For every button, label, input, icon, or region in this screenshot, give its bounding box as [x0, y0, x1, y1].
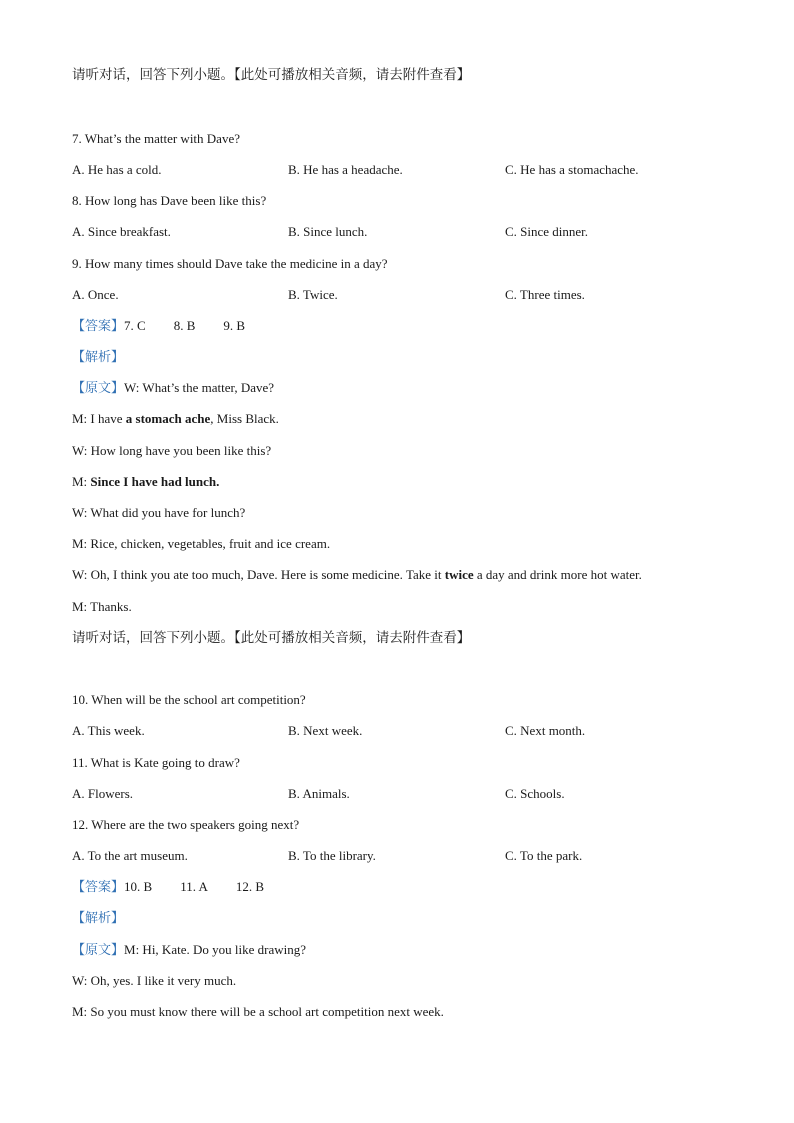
transcript-line-6: M: Rice, chicken, vegetables, fruit and ice cream. — [72, 536, 331, 551]
transcript-line-7 — [72, 566, 642, 584]
option-8a: A. Since breakfast. — [72, 224, 171, 239]
transcript-line-5: W: What did you have for lunch? — [72, 505, 246, 520]
transcript-text: W: What’s the matter, Dave? — [124, 380, 275, 395]
answer-9: 9. B — [223, 318, 246, 333]
transcript2-line-3: M: So you must know there will be a school art competition next week. — [72, 1004, 444, 1019]
transcript-line-8: M: Thanks. — [72, 599, 132, 614]
transcript-line-2 — [72, 410, 279, 428]
transcript-key-phrase: twice — [444, 567, 474, 582]
option-9b: B. Twice. — [288, 287, 338, 302]
transcript-text: W: Oh, I think you ate too much, Dave. Here is some medicine. Take it — [72, 567, 445, 582]
option-8c: C. Since dinner. — [505, 224, 589, 239]
option-11b: B. Animals. — [288, 786, 350, 801]
transcript-text: M: — [72, 474, 91, 489]
option-7c: C. He has a stomachache. — [505, 162, 639, 177]
option-12c: C. To the park. — [505, 848, 583, 863]
option-7b: B. He has a headache. — [288, 162, 403, 177]
analysis-line-2 — [72, 909, 124, 928]
analysis-tag: 【解析】 — [72, 350, 125, 365]
option-12b: B. To the library. — [288, 848, 376, 863]
transcript-text: a day and drink more hot water. — [473, 567, 642, 582]
transcript2-line-2: W: Oh, yes. I like it very much. — [72, 973, 237, 988]
answer-tag: 【答案】 — [72, 880, 125, 895]
option-9c: C. Three times. — [505, 287, 585, 302]
answer-7: 7. C — [124, 318, 146, 333]
question-9: 9. How many times should Dave take the medicine in a day? — [72, 256, 388, 271]
transcript-key-phrase: a stomach ache — [125, 411, 211, 426]
transcript-line-4 — [72, 473, 219, 491]
option-12a: A. To the art museum. — [72, 848, 188, 863]
option-10b: B. Next week. — [288, 723, 363, 738]
answer-line-2 — [72, 878, 264, 897]
instruction-1: 请听对话，回答下列小题。【此处可播放相关音频，请去附件查看】 — [72, 67, 471, 83]
option-8b: B. Since lunch. — [288, 224, 368, 239]
option-11c: C. Schools. — [505, 786, 565, 801]
analysis-line-1 — [72, 348, 124, 367]
answer-8: 8. B — [173, 318, 196, 333]
answer-11: 11. A — [180, 879, 208, 894]
answer-tag: 【答案】 — [72, 319, 125, 334]
answer-line-1 — [72, 317, 245, 336]
transcript-key-phrase: Since I have had lunch. — [90, 474, 220, 489]
option-11a: A. Flowers. — [72, 786, 134, 801]
option-10a: A. This week. — [72, 723, 145, 738]
answer-12: 12. B — [235, 879, 265, 894]
transcript-text: , Miss Black. — [210, 411, 279, 426]
transcript-line-3: W: How long have you been like this? — [72, 443, 272, 458]
question-10: 10. When will be the school art competition? — [72, 692, 306, 707]
option-9a: A. Once. — [72, 287, 119, 302]
transcript-text: M: I have — [72, 411, 126, 426]
question-8: 8. How long has Dave been like this? — [72, 193, 267, 208]
instruction-2: 请听对话，回答下列小题。【此处可播放相关音频，请去附件查看】 — [72, 630, 471, 646]
source-tag: 【原文】 — [72, 381, 125, 396]
source-tag: 【原文】 — [72, 943, 125, 958]
transcript-line-1 — [72, 379, 274, 398]
option-7a: A. He has a cold. — [72, 162, 162, 177]
transcript2-line-1 — [72, 941, 306, 960]
transcript-text: M: Hi, Kate. Do you like drawing? — [124, 942, 306, 957]
question-11: 11. What is Kate going to draw? — [72, 755, 240, 770]
option-10c: C. Next month. — [505, 723, 586, 738]
answer-10: 10. B — [124, 879, 153, 894]
analysis-tag: 【解析】 — [72, 911, 125, 926]
question-12: 12. Where are the two speakers going next? — [72, 817, 300, 832]
question-7: 7. What’s the matter with Dave? — [72, 131, 240, 146]
